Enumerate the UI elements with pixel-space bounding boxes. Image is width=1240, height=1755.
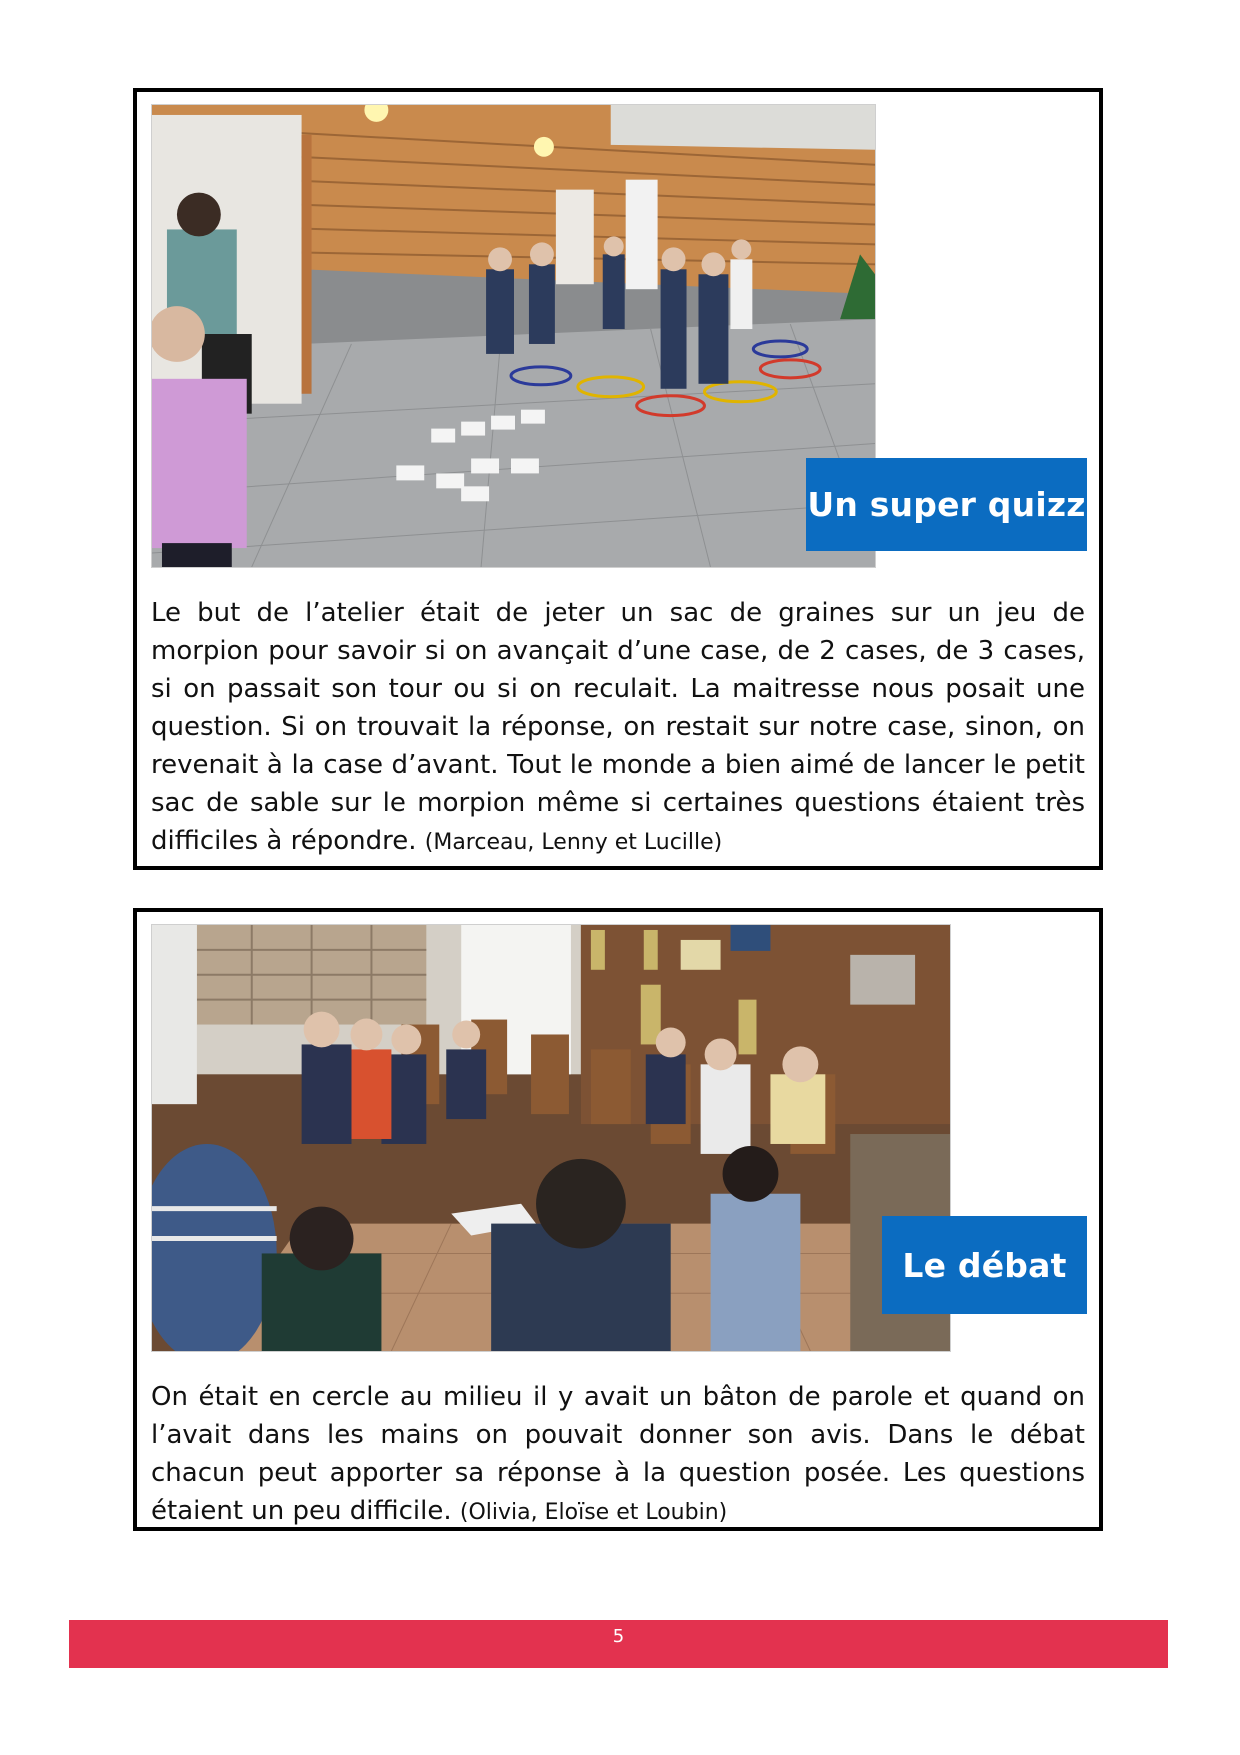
quiz-paragraph: Le but de l’atelier était de jeter un sac de graines sur un jeu de morpion pour savoir si on avançait d’une case, de 2 cases, de 3 cases, si on passait son tour ou si on reculait. La maitresse nous posait une question. Si on trouvait la réponse, on restait sur notre case, sinon, on revenait à la case d’avant. Tout le monde a bien aimé de lancer le petit sac de sable sur le morpion même si certaines questions étaient très difficiles à répondre. (151, 598, 1085, 856)
debate-credit: (Olivia, Eloïse et Loubin) (459, 1500, 728, 1525)
article-debate (133, 908, 1103, 1531)
debate-title: Le débat (882, 1216, 1087, 1314)
quiz-photo-illustration (152, 105, 875, 567)
debate-paragraph: On était en cercle au milieu il y avait un bâton de parole et quand on l’avait dans les mains on pouvait donner son avis. Dans le débat chacun peut apporter sa réponse à la question posée. Les questions étaient un peu difficile. (151, 1382, 1085, 1526)
quiz-title: Un super quizz (806, 458, 1087, 551)
debate-photo-illustration (152, 925, 950, 1351)
debate-text (151, 1378, 1085, 1532)
quiz-credit: (Marceau, Lenny et Lucille) (424, 830, 723, 855)
footer-bar (69, 1620, 1168, 1668)
page-number: 5 (612, 1626, 625, 1647)
article-quiz (133, 88, 1103, 870)
debate-photo (151, 924, 951, 1352)
quiz-photo (151, 104, 876, 568)
quiz-text (151, 594, 1085, 862)
